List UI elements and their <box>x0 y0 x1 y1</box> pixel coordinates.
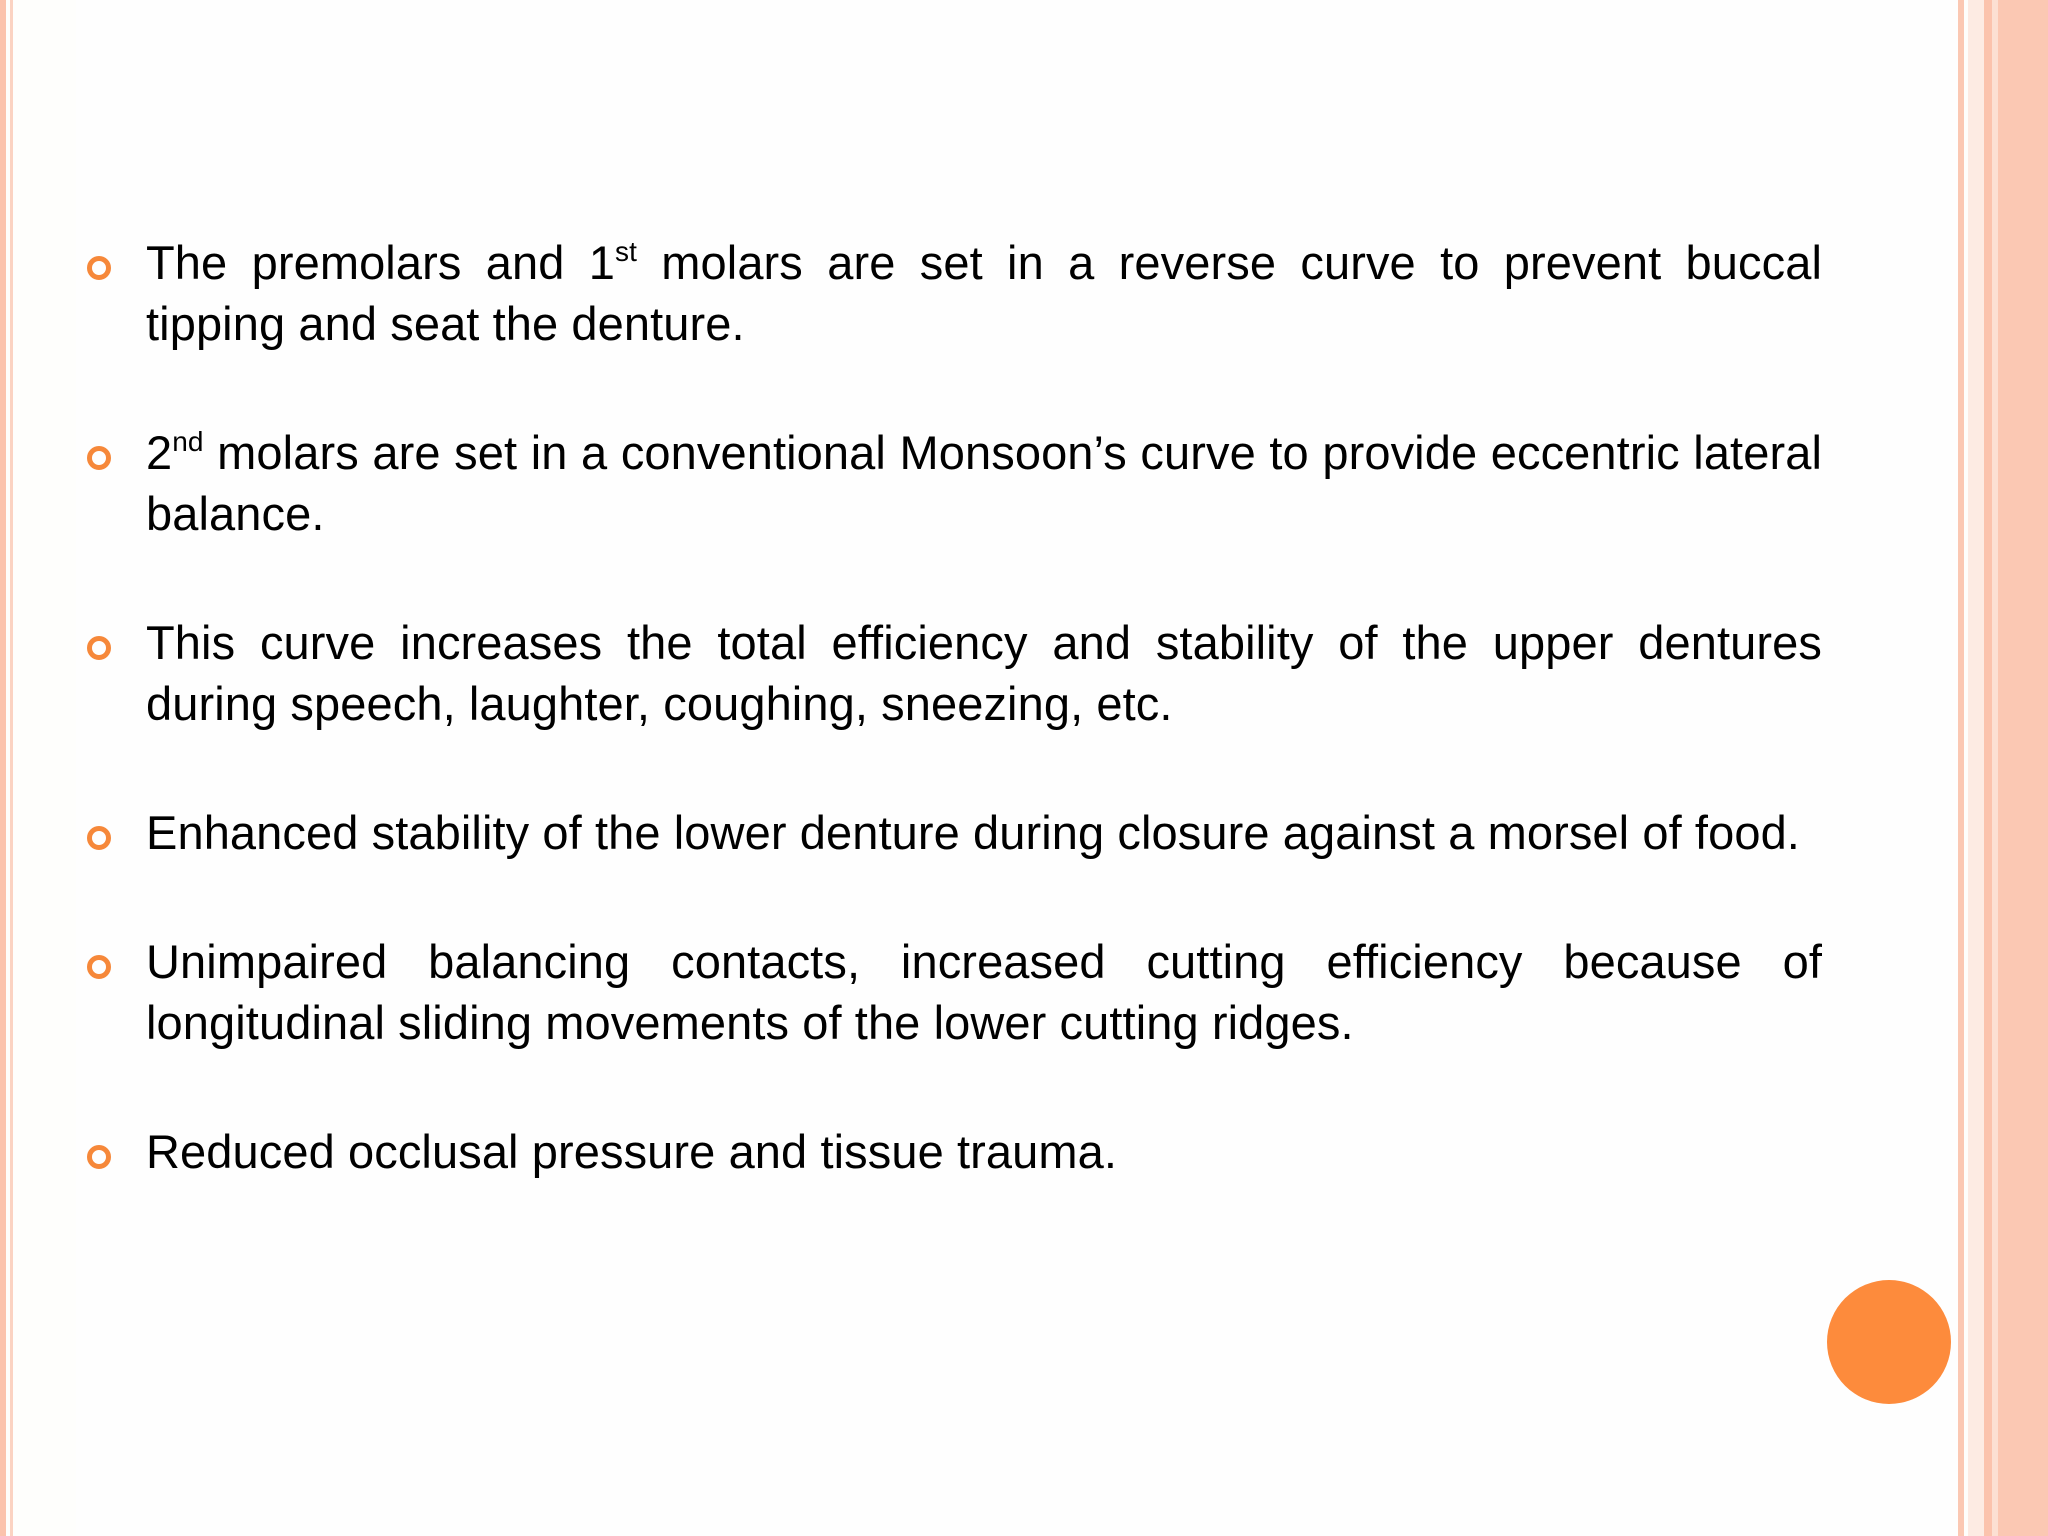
left-border-stripe <box>0 0 6 1536</box>
right-border-stripe-3 <box>1984 0 1992 1536</box>
bullet-text: Unimpaired balancing contacts, increased cutting efficiency because of longitudinal sliding movements of the lower cutting ridges. <box>146 935 1822 1049</box>
circle-bullet-icon <box>87 636 111 660</box>
superscript: st <box>615 236 637 267</box>
right-border-stripe-2 <box>1968 0 1984 1536</box>
circle-bullet-icon <box>87 256 111 280</box>
bullet-text: Reduced occlusal pressure and tissue trauma. <box>146 1125 1118 1178</box>
right-border-stripe-1 <box>1958 0 1964 1536</box>
superscript: nd <box>172 426 204 457</box>
circle-bullet-icon <box>87 955 111 979</box>
circle-bullet-icon <box>87 1145 111 1169</box>
bullet-item <box>82 232 1822 354</box>
left-border-inner-stripe <box>10 0 13 1536</box>
bullet-text: The premolars and 1st molars are set in a reverse curve to prevent buccal tipping and seat the denture. <box>146 236 1823 350</box>
bullet-item <box>82 422 1822 544</box>
bullet-text: This curve increases the total efficiency and stability of the upper dentures during speech, laughter, coughing, sneezing, etc. <box>146 616 1822 730</box>
bullet-text: 2nd molars are set in a conventional Monsoon’s curve to provide eccentric lateral balance. <box>146 426 1822 540</box>
bullet-item <box>82 802 1822 863</box>
bullet-item <box>82 1121 1822 1182</box>
bullet-item <box>82 612 1822 734</box>
circle-bullet-icon <box>87 446 111 470</box>
bullet-text: Enhanced stability of the lower denture during closure against a morsel of food. <box>146 806 1800 859</box>
bullet-item <box>82 931 1822 1053</box>
bullet-list <box>82 232 1822 1250</box>
orange-circle-decoration <box>1827 1280 1951 1404</box>
circle-bullet-icon <box>87 826 111 850</box>
right-border-stripe-5 <box>1998 0 2048 1536</box>
